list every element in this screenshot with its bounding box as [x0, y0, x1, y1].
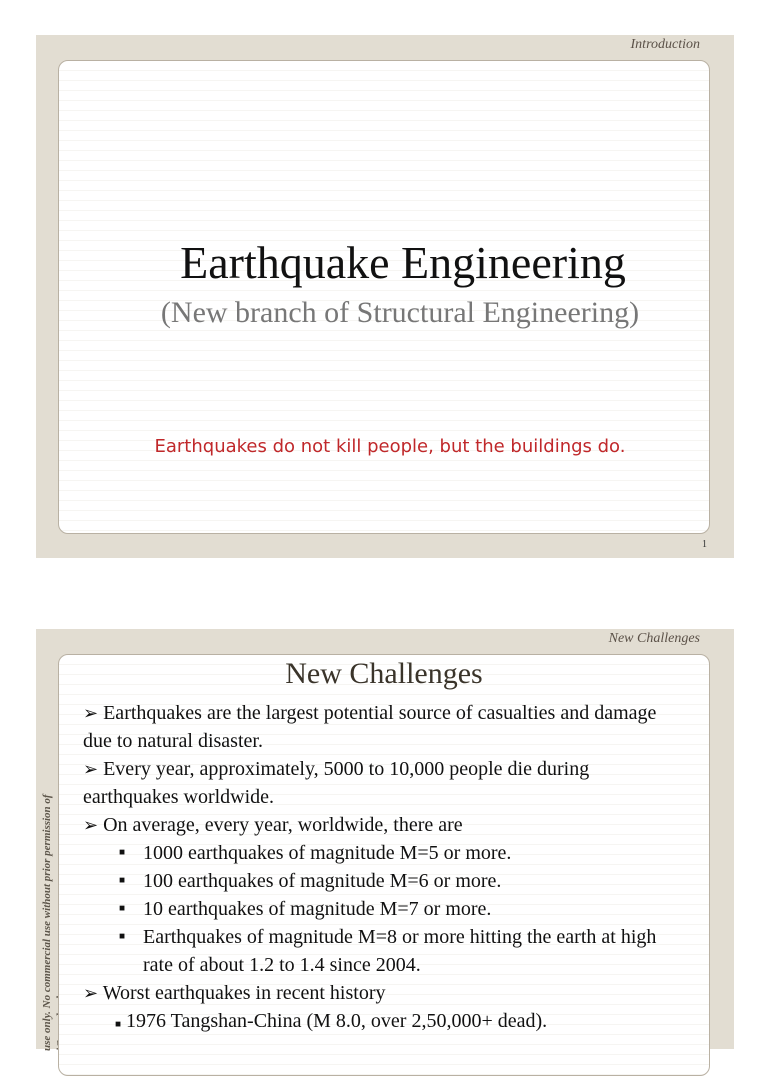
- slide-new-challenges: [36, 629, 734, 1049]
- slide-panel: [58, 654, 710, 1076]
- sub-list-item: ■ 10 earthquakes of magnitude M=7 or more.: [83, 895, 679, 923]
- slide-header: New Challenges: [608, 631, 700, 646]
- arrow-bullet-icon: ➢: [83, 759, 99, 779]
- slide-title: New Challenges: [285, 657, 483, 690]
- list-item: ➢ Worst earthquakes in recent history: [83, 982, 386, 1004]
- square-bullet-icon: ■: [119, 875, 126, 886]
- square-bullet-icon: ■: [119, 847, 126, 858]
- square-bullet-icon: ■: [119, 903, 126, 914]
- list-item: ➢ On average, every year, worldwide, there are: [83, 814, 463, 836]
- slide-panel: [58, 60, 710, 534]
- slide-header: Introduction: [630, 37, 700, 52]
- page-number: 1: [702, 539, 707, 550]
- slide-content: [59, 699, 709, 1039]
- arrow-bullet-icon: ➢: [83, 703, 99, 723]
- arrow-bullet-icon: ➢: [83, 815, 99, 835]
- sub-list-item: ■ 1976 Tangshan-China (M 8.0, over 2,50,000+ dead).: [115, 1010, 548, 1032]
- sub-list-item: ■ 1000 earthquakes of magnitude M=5 or more.: [83, 839, 679, 867]
- square-bullet-icon: ■: [115, 1019, 122, 1030]
- square-bullet-icon: ■: [119, 931, 126, 942]
- sub-list-item: ■ Earthquakes of magnitude M=8 or more hitting the earth at high rate of about 1.2 to 1.4 since 2004.: [83, 923, 679, 979]
- list-item: ➢ Earthquakes are the largest potential source of casualties and damage due to natural disaster.: [83, 702, 657, 752]
- slide-subtitle: (New branch of Structural Engineering): [160, 296, 640, 329]
- sub-list-item: ■ 100 earthquakes of magnitude M=6 or more.: [83, 867, 679, 895]
- list-item: ➢ Every year, approximately, 5000 to 10,000 people die during earthquakes worldwide.: [83, 758, 590, 808]
- slide-quote: Earthquakes do not kill people, but the buildings do.: [154, 436, 626, 457]
- side-text-line-1: use only. No commercial use without prior permission of: [41, 794, 53, 1051]
- slide-title: Earthquake Engineering: [180, 237, 626, 288]
- arrow-bullet-icon: ➢: [83, 983, 99, 1003]
- slide-introduction: [36, 35, 734, 558]
